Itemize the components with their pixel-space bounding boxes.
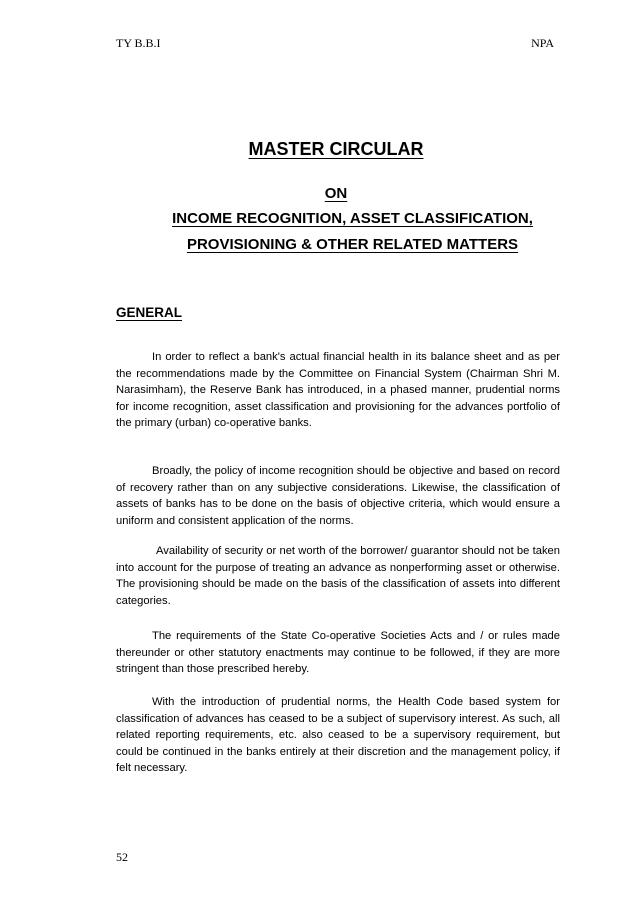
subtitle-line-1: INCOME RECOGNITION, ASSET CLASSIFICATION, <box>172 210 533 227</box>
paragraph-2: Broadly, the policy of income recognition should be objective and based on record of recovery rather than on any subjective considerations. Likewise, the classification of assets of banks has to be done on the basis of objective criteria, which would ensure a uniform and consistent application of the norms. <box>116 465 560 527</box>
subtitle-line-2: PROVISIONING & OTHER RELATED MATTERS <box>186 236 519 253</box>
section-heading: GENERAL <box>116 305 183 320</box>
paragraph-5: With the introduction of prudential norms, the Health Code based system for classification of advances has ceased to be a subject of supervisory interest. As such, all related reporting requirements, etc. also ceased to be a supervisory requirement, but could be continued in the banks entirely at their discretion and the management policy, if felt necessary. <box>116 696 560 775</box>
paragraph-4: The requirements of the State Co-operative Societies Acts and / or rules made thereunder or other statutory enactments may continue to be followed, if they are more stringent than those prescribed hereby. <box>116 630 560 676</box>
header-course-label: TY B.B.I <box>116 36 161 50</box>
title-connector: ON <box>324 185 348 202</box>
document-title: MASTER CIRCULAR <box>248 139 424 159</box>
paragraph-1: In order to reflect a bank's actual financial health in its balance sheet and as per the recommendations made by the Committee on Financial System (Chairman Shri M. Narasimham), the Reserve Bank has introduced, in a phased manner, prudential norms for income recognition, asset classification and provisioning for the advances portfolio of the primary (urban) co-operative banks. <box>116 351 560 430</box>
header-topic-label: NPA <box>531 36 554 50</box>
paragraph-3: Availability of security or net worth of the borrower/ guarantor should not be taken into account for the purpose of treating an advance as nonperforming asset or otherwise. The provisioning should be made on the basis of the classification of assets into different categories. <box>116 545 560 607</box>
page-number: 52 <box>116 850 128 864</box>
